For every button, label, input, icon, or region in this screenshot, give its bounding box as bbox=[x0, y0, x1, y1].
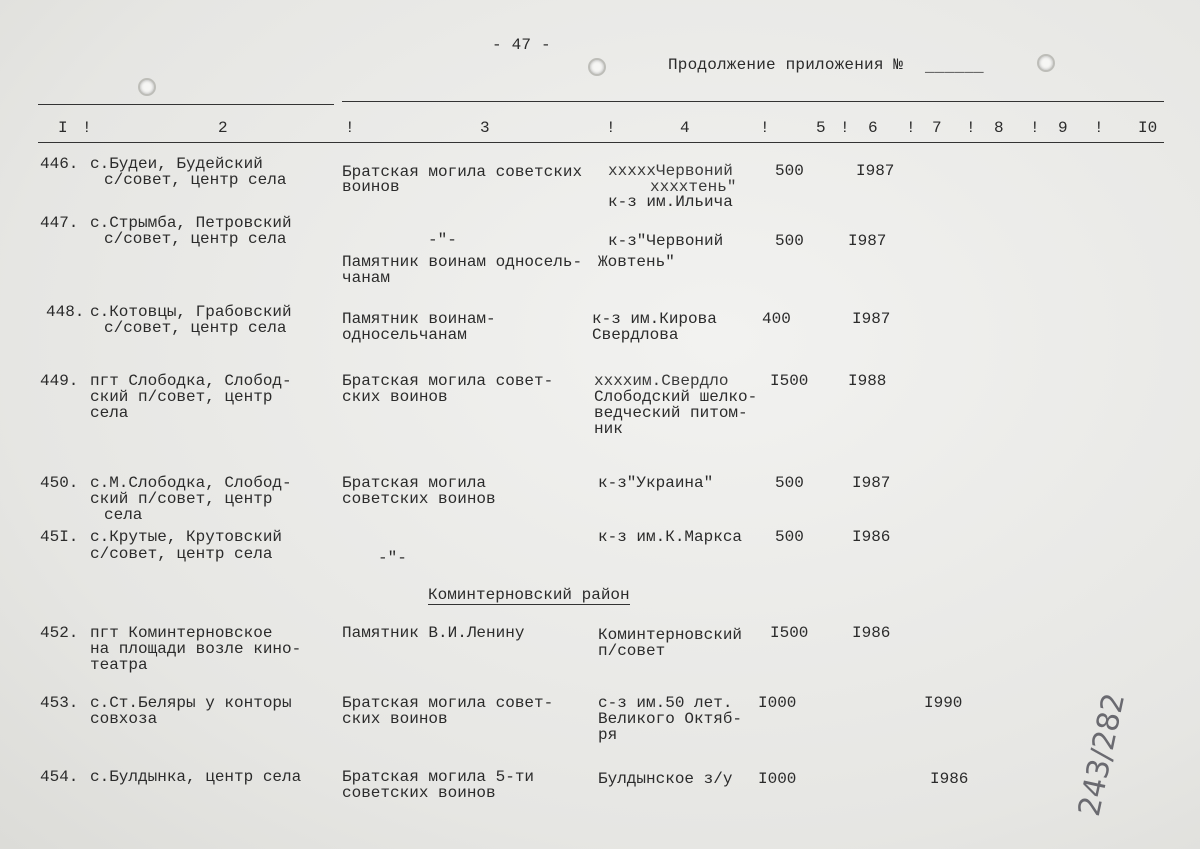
column-separator: ! bbox=[760, 119, 770, 137]
row-owner: к-з"Червоний bbox=[608, 232, 724, 250]
row-owner: к-з"Украина" bbox=[598, 474, 714, 492]
column-separator: ! bbox=[1094, 119, 1104, 137]
row-monument: Памятник В.И.Ленину bbox=[342, 624, 525, 642]
row-number: 448. bbox=[46, 303, 85, 321]
row-location: на площади возле кино- bbox=[90, 640, 302, 658]
row-col7: I990 bbox=[924, 694, 963, 712]
row-owner: Великого Октяб- bbox=[598, 710, 743, 728]
row-col6: I987 bbox=[856, 162, 895, 180]
row-number: 447. bbox=[40, 214, 79, 232]
row-owner: ря bbox=[598, 726, 618, 744]
column-separator: ! bbox=[840, 119, 850, 137]
row-owner: Жовтень" bbox=[598, 253, 675, 271]
row-col5: 500 bbox=[775, 528, 804, 546]
column-header-8: 8 bbox=[994, 119, 1004, 137]
row-col6: I987 bbox=[852, 474, 891, 492]
row-location: с.Булдынка, центр села bbox=[90, 768, 302, 786]
row-col5: 500 bbox=[775, 474, 804, 492]
continuation-label: Продолжение приложения № bbox=[668, 56, 904, 74]
district-heading: Коминтерновский район bbox=[428, 586, 630, 604]
row-col5: 400 bbox=[762, 310, 791, 328]
row-col6: I986 bbox=[852, 624, 891, 642]
row-location: с.М.Слободка, Слобод- bbox=[90, 474, 292, 492]
row-owner: ведческий питом- bbox=[594, 404, 748, 422]
row-location: с/совет, центр села bbox=[104, 171, 287, 189]
row-col5: I500 bbox=[770, 372, 809, 390]
row-col6: I987 bbox=[852, 310, 891, 328]
row-owner: к-з им.Кирова bbox=[592, 310, 717, 328]
column-separator: ! bbox=[345, 119, 355, 137]
row-number: 450. bbox=[40, 474, 79, 492]
punch-hole-icon bbox=[1037, 54, 1055, 72]
row-owner: к-з им.К.Маркса bbox=[598, 528, 743, 546]
row-col5: 500 bbox=[775, 232, 804, 250]
row-monument: воинов bbox=[342, 178, 400, 196]
row-monument: Братская могила совет- bbox=[342, 694, 554, 712]
row-owner: Слободский шелко- bbox=[594, 388, 758, 406]
column-separator: ! bbox=[606, 119, 616, 137]
row-location: пгт Коминтерновское bbox=[90, 624, 273, 642]
row-location: с.Котовцы, Грабовский bbox=[90, 303, 292, 321]
row-owner: к-з им.Ильича bbox=[608, 193, 733, 211]
punch-hole-icon bbox=[588, 58, 606, 76]
row-monument: Братская могила советских bbox=[342, 163, 583, 181]
column-separator: ! bbox=[906, 119, 916, 137]
row-monument: чанам bbox=[342, 269, 391, 287]
column-header-rule bbox=[38, 142, 1164, 143]
row-monument: ских воинов bbox=[342, 388, 448, 406]
row-monument: -"- bbox=[428, 231, 457, 249]
row-monument: советских воинов bbox=[342, 490, 496, 508]
column-separator: ! bbox=[966, 119, 976, 137]
column-header-9: 9 bbox=[1058, 119, 1068, 137]
row-location: пгт Слободка, Слобод- bbox=[90, 372, 292, 390]
row-col5: I000 bbox=[758, 770, 797, 788]
row-owner-struck: xxxxтень" bbox=[650, 178, 737, 196]
row-owner: с-з им.50 лет. bbox=[598, 694, 733, 712]
row-owner: п/совет bbox=[598, 642, 666, 660]
column-header-3: 3 bbox=[480, 119, 490, 137]
column-header-2: 2 bbox=[218, 119, 228, 137]
handwritten-margin-note: 243/282 bbox=[1072, 690, 1133, 820]
row-location: с.Ст.Беляры у конторы bbox=[90, 694, 292, 712]
column-separator: ! bbox=[82, 119, 92, 137]
row-col7: I986 bbox=[930, 770, 969, 788]
row-monument: Братская могила совет- bbox=[342, 372, 554, 390]
column-header-5: 5 bbox=[816, 119, 826, 137]
row-location: с/совет, центр села bbox=[104, 230, 287, 248]
column-header-7: 7 bbox=[932, 119, 942, 137]
row-monument: Памятник воинам односель- bbox=[342, 253, 583, 271]
row-location: с.Будеи, Будейский bbox=[90, 155, 263, 173]
row-number: 452. bbox=[40, 624, 79, 642]
row-monument: Памятник воинам- bbox=[342, 310, 496, 328]
column-header-10: I0 bbox=[1138, 119, 1158, 137]
punch-hole-icon bbox=[138, 78, 156, 96]
column-separator: ! bbox=[1030, 119, 1040, 137]
row-location: с/совет, центр села bbox=[104, 319, 287, 337]
row-location: с.Стрымба, Петровский bbox=[90, 214, 292, 232]
row-monument: Братская могила 5-ти bbox=[342, 768, 535, 786]
row-number: 45I. bbox=[40, 528, 79, 546]
row-col6: I988 bbox=[848, 372, 887, 390]
row-owner: Булдынское з/у bbox=[598, 770, 733, 788]
column-header-4: 4 bbox=[680, 119, 690, 137]
row-owner-struck: xxxxим.Свердло bbox=[594, 372, 729, 390]
row-col6: I986 bbox=[852, 528, 891, 546]
page-number: - 47 - bbox=[492, 36, 551, 54]
column-header-6: 6 bbox=[868, 119, 878, 137]
header-rule-right bbox=[342, 101, 1164, 102]
row-col6: I987 bbox=[848, 232, 887, 250]
header-rule-left bbox=[38, 104, 334, 105]
row-col5: I500 bbox=[770, 624, 809, 642]
row-owner-struck: xxxxxЧервоний bbox=[608, 162, 733, 180]
row-monument: ских воинов bbox=[342, 710, 448, 728]
row-location: театра bbox=[90, 656, 148, 674]
row-number: 449. bbox=[40, 372, 79, 390]
row-number: 454. bbox=[40, 768, 79, 786]
row-location: села bbox=[90, 404, 129, 422]
row-monument: односельчанам bbox=[342, 326, 467, 344]
row-monument: советских воинов bbox=[342, 784, 496, 802]
row-col5: 500 bbox=[775, 162, 804, 180]
row-location: с.Крутые, Крутовский bbox=[90, 528, 283, 546]
row-monument: -"- bbox=[378, 549, 407, 567]
row-owner: ник bbox=[594, 420, 623, 438]
row-col5: I000 bbox=[758, 694, 797, 712]
row-monument: Братская могила bbox=[342, 474, 487, 492]
row-owner: Свердлова bbox=[592, 326, 679, 344]
row-location: ский п/совет, центр bbox=[90, 490, 273, 508]
row-location: села bbox=[104, 506, 143, 524]
row-owner: Коминтерновский bbox=[598, 626, 743, 644]
row-number: 446. bbox=[40, 155, 79, 173]
row-location: совхоза bbox=[90, 710, 158, 728]
continuation-blank: ______ bbox=[925, 58, 984, 76]
row-location: с/совет, центр села bbox=[90, 545, 273, 563]
row-location: ский п/совет, центр bbox=[90, 388, 273, 406]
column-header-1: I bbox=[58, 119, 68, 137]
row-number: 453. bbox=[40, 694, 79, 712]
